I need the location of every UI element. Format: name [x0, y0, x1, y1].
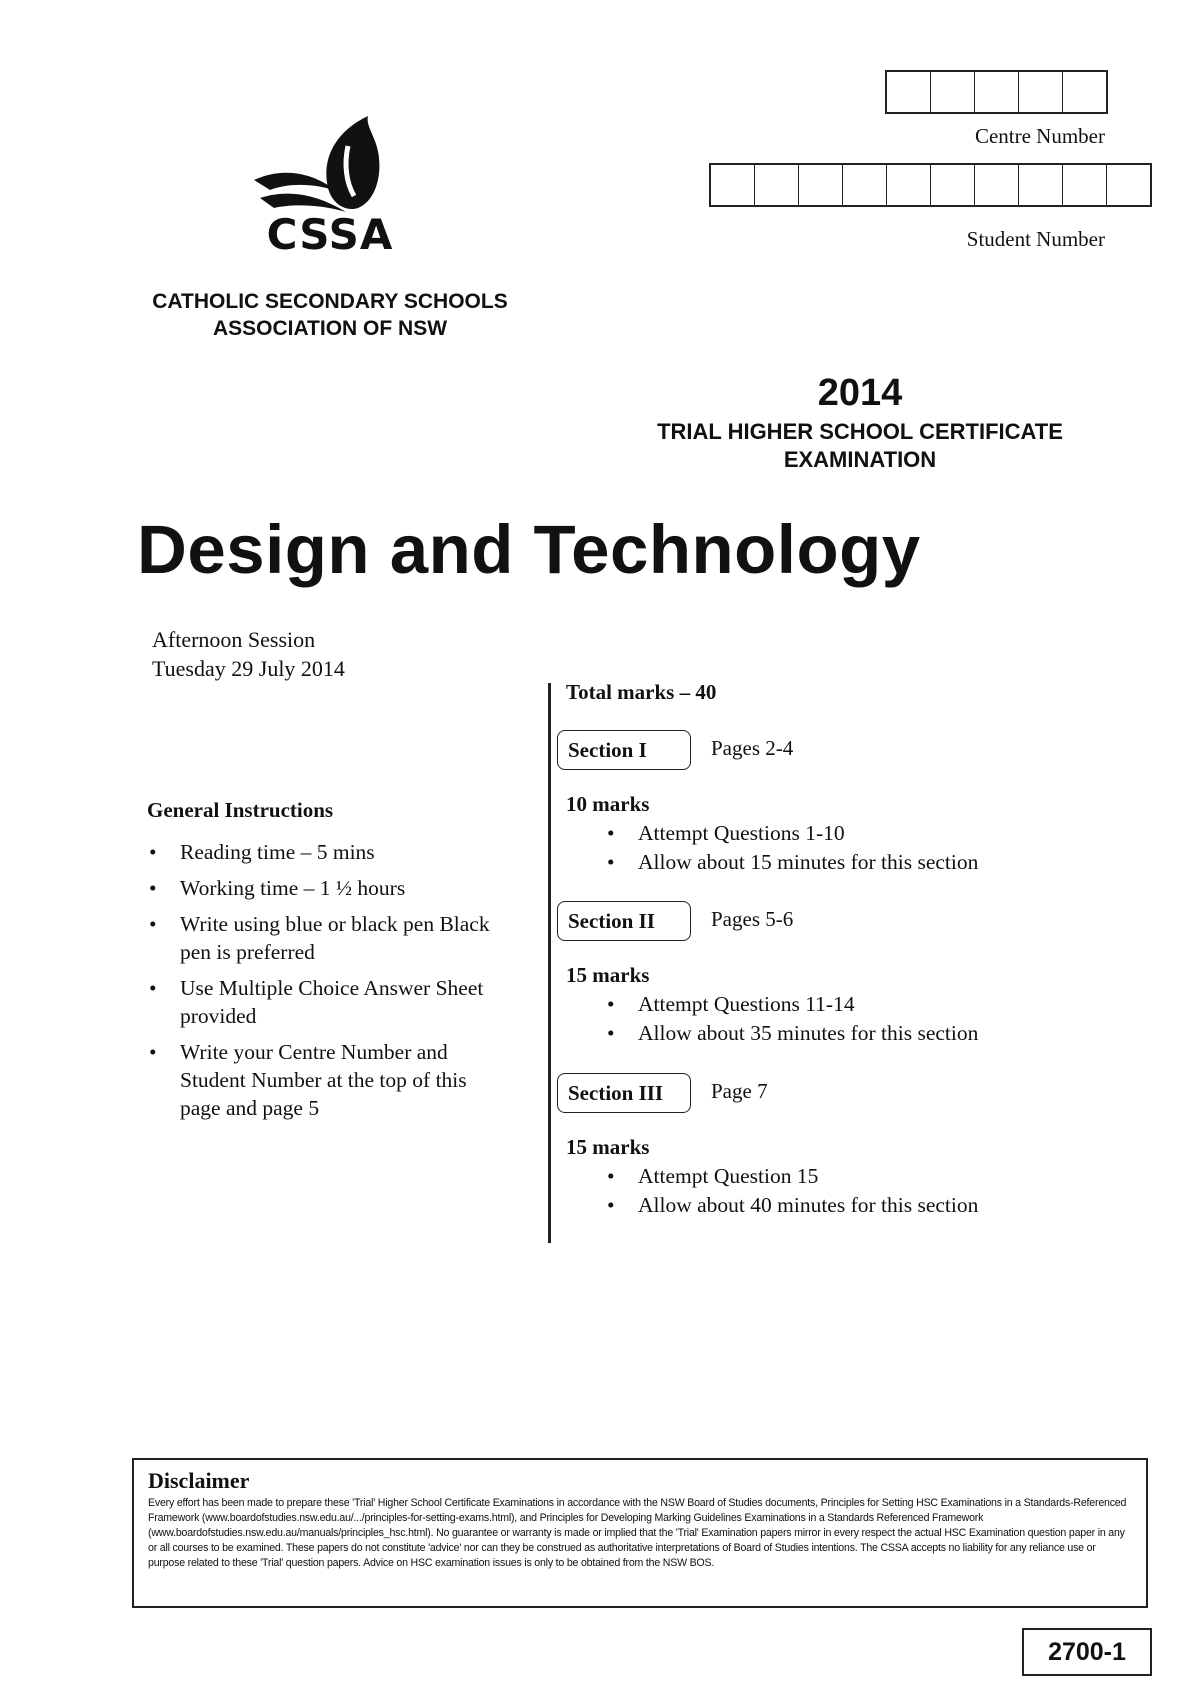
logo-text: CSSA	[266, 210, 394, 259]
section-2-pages: Pages 5-6	[711, 907, 794, 931]
session-info	[152, 625, 345, 683]
digit-box[interactable]	[887, 165, 931, 205]
digit-box[interactable]	[931, 72, 975, 112]
student-number-boxes[interactable]	[709, 163, 1152, 207]
section-instruction-item: • Allow about 15 minutes for this section	[603, 848, 978, 877]
section-2-label: Section II	[557, 901, 691, 941]
section-instruction-item: • Attempt Questions 1-10	[603, 819, 978, 848]
digit-box[interactable]	[843, 165, 887, 205]
section-3-marks: 15 marks	[566, 1135, 650, 1159]
digit-box[interactable]	[975, 165, 1019, 205]
session-date: Tuesday 29 July 2014	[152, 656, 345, 681]
section-1-marks: 10 marks	[566, 792, 650, 816]
student-number-label: Student Number	[966, 227, 1105, 251]
digit-box[interactable]	[1063, 72, 1106, 112]
instruction-item: • Write using blue or black pen Black pen is preferred	[145, 910, 505, 966]
column-divider	[548, 683, 551, 1243]
section-2-instructions	[603, 990, 978, 1048]
instruction-item: • Reading time – 5 mins	[145, 838, 505, 866]
section-1-pages: Pages 2-4	[711, 736, 794, 760]
instruction-item: • Working time – 1 ½ hours	[145, 874, 505, 902]
subject-title: Design and Technology	[137, 511, 921, 588]
digit-box[interactable]	[1107, 165, 1150, 205]
digit-box[interactable]	[975, 72, 1019, 112]
general-instructions-list	[145, 838, 505, 1130]
disclaimer-box	[132, 1458, 1148, 1608]
general-instructions-heading: General Instructions	[147, 798, 334, 822]
section-1-instructions	[603, 819, 978, 877]
digit-box[interactable]	[755, 165, 799, 205]
disclaimer-text: Every effort has been made to prepare these 'Trial' Higher School Certificate Examinations in accordance with the NSW Board of Studies documents, Principles for Setting HSC Examinations in a Standards-Referenced Framework (www.boardofstudies.nsw.edu.au/.../principles-for-setting-exams.html), and Principles for Developing Marking Guidelines Examinations in a Standards Referenced Framework (www.boardofstudies.nsw.edu.au/manuals/principles_hsc.html). No guarantee or warranty is made or implied that the 'Trial' Examination papers mirror in every respect the actual HSC Examination question paper in any or all courses to be examined. These papers do not constitute 'advice' nor can they be construed as authoritative interpretations of Board of Studies intentions. The CSSA accepts no liability for any reliance use or purpose related to these 'Trial' question papers. Advice on HSC examination issues is only to be obtained from the NSW BOS.	[148, 1497, 1127, 1569]
disclaimer-title: Disclaimer	[148, 1468, 250, 1493]
digit-box[interactable]	[711, 165, 755, 205]
exam-title	[600, 418, 1120, 474]
digit-box[interactable]	[1019, 72, 1063, 112]
total-marks: Total marks – 40	[566, 680, 717, 704]
centre-number-label: Centre Number	[974, 124, 1105, 148]
digit-box[interactable]	[887, 72, 931, 112]
organisation-line-1: CATHOLIC SECONDARY SCHOOLS	[152, 290, 508, 313]
section-3-pages: Page 7	[711, 1079, 768, 1103]
section-instruction-item: • Allow about 40 minutes for this section	[603, 1191, 978, 1220]
section-3-instructions	[603, 1162, 978, 1220]
organisation-name	[130, 288, 530, 342]
digit-box[interactable]	[1019, 165, 1063, 205]
digit-box[interactable]	[1063, 165, 1107, 205]
section-instruction-item: • Attempt Questions 11-14	[603, 990, 978, 1019]
section-2-marks: 15 marks	[566, 963, 650, 987]
section-instruction-item: • Allow about 35 minutes for this section	[603, 1019, 978, 1048]
exam-year: 2014	[817, 372, 903, 414]
section-1-label: Section I	[557, 730, 691, 770]
section-instruction-item: • Attempt Question 15	[603, 1162, 978, 1191]
paper-code: 2700-1	[1022, 1628, 1152, 1676]
instruction-item: • Write your Centre Number and Student Number at the top of this page and page 5	[145, 1038, 505, 1122]
digit-box[interactable]	[931, 165, 975, 205]
session-time: Afternoon Session	[152, 627, 316, 652]
centre-number-boxes[interactable]	[885, 70, 1108, 114]
exam-title-line-1: TRIAL HIGHER SCHOOL CERTIFICATE	[657, 419, 1063, 444]
digit-box[interactable]	[799, 165, 843, 205]
instruction-item: • Use Multiple Choice Answer Sheet provided	[145, 974, 505, 1030]
section-3-label: Section III	[557, 1073, 691, 1113]
organisation-line-2: ASSOCIATION OF NSW	[212, 317, 448, 340]
exam-title-line-2: EXAMINATION	[783, 447, 937, 472]
